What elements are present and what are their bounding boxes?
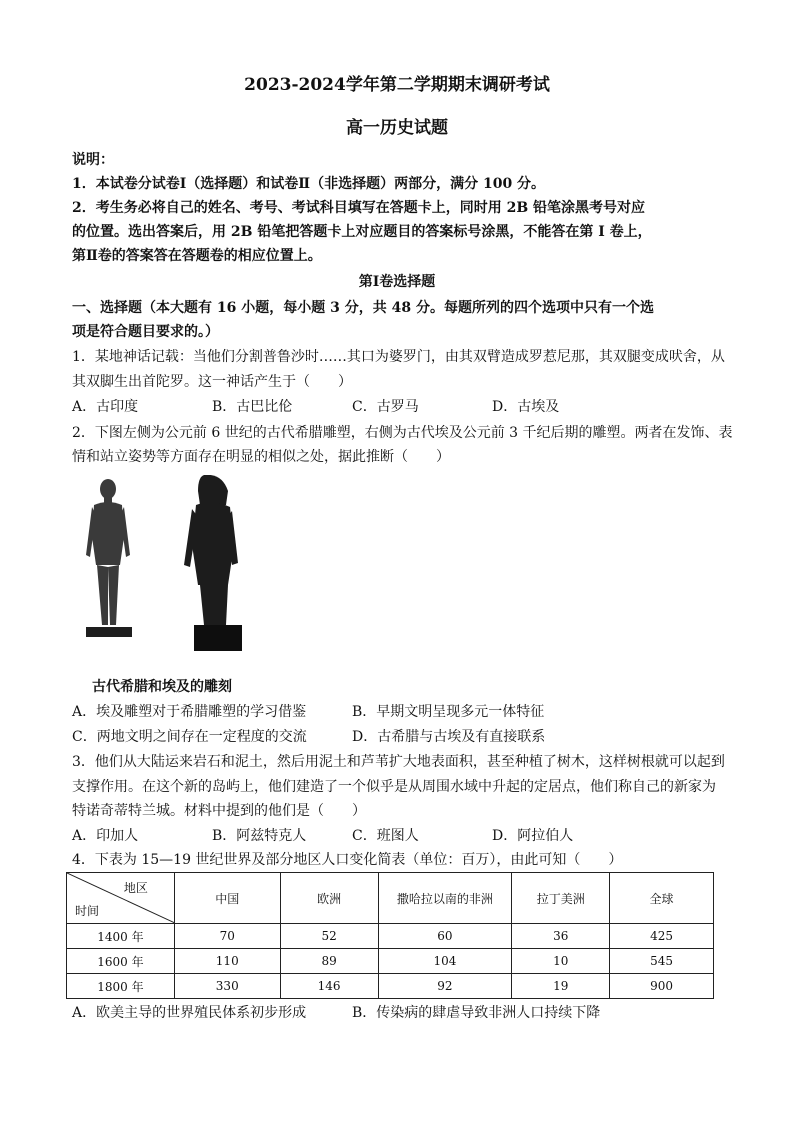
q1-stem-b: 其双脚生出首陀罗。这一神话产生于（ ） — [72, 374, 352, 390]
q2-option-b[interactable]: B．早期文明呈现多元一体特征 — [352, 704, 545, 720]
instruction-line-2b: 的位置。选出答案后，用 2B 铅笔把答题卡上对应题目的答案标号涂黑，不能答在第 Ⅰ 卷上， — [72, 224, 652, 240]
table-row — [67, 974, 714, 999]
table-corner-cell — [67, 873, 175, 924]
instruction-line-2a: 2．考生务必将自己的姓名、考号、考试科目填写在答题卡上，同时用 2B 铅笔涂黑考号对应 — [72, 200, 646, 216]
table-cell: 60 — [378, 924, 512, 949]
instruction-line-1: 1．本试卷分试卷Ⅰ（选择题）和试卷Ⅱ（非选择题）两部分，满分 100 分。 — [72, 176, 546, 192]
row-year: 1600 年 — [67, 949, 175, 974]
sculptures-image — [72, 475, 262, 660]
row-year: 1400 年 — [67, 924, 175, 949]
q2-stem-b: 情和站立姿势等方面存在明显的相似之处，据此推断（ ） — [72, 449, 450, 465]
column-header: 中国 — [174, 873, 280, 924]
q3-option-b[interactable]: B．阿兹特克人 — [212, 828, 307, 844]
q3-stem-c: 特诺奇蒂特兰城。材料中提到的他们是（ ） — [72, 803, 366, 819]
column-header: 拉丁美洲 — [512, 873, 610, 924]
table-cell: 900 — [610, 974, 714, 999]
q4-stem: 4．下表为 15—19 世纪世界及部分地区人口变化简表（单位：百万），由此可知（ ） — [72, 852, 623, 868]
figure-caption: 古代希腊和埃及的雕刻 — [92, 679, 232, 695]
table-cell: 52 — [280, 924, 378, 949]
instructions-heading: 说明： — [72, 152, 114, 168]
table-cell: 146 — [280, 974, 378, 999]
q3-option-c[interactable]: C．班图人 — [352, 828, 419, 844]
row-year: 1800 年 — [67, 974, 175, 999]
table-cell: 10 — [512, 949, 610, 974]
q4-option-b[interactable]: B．传染病的肆虐导致非洲人口持续下降 — [352, 1005, 601, 1021]
table-cell: 545 — [610, 949, 714, 974]
column-header: 撒哈拉以南的非洲 — [378, 873, 512, 924]
q1-option-c[interactable]: C．古罗马 — [352, 399, 419, 415]
q2-option-d[interactable]: D．古希腊与古埃及有直接联系 — [352, 729, 546, 745]
instruction-line-2c: 第Ⅱ卷的答案答在答题卷的相应位置上。 — [72, 248, 322, 264]
corner-time-label: 时间 — [75, 904, 100, 918]
column-header: 欧洲 — [280, 873, 378, 924]
q4-option-a[interactable]: A．欧美主导的世界殖民体系初步形成 — [72, 1005, 307, 1021]
q1-option-d[interactable]: D．古埃及 — [492, 399, 560, 415]
subject-title: 高一历史试题 — [346, 118, 448, 138]
table-row — [67, 924, 714, 949]
q2-option-a[interactable]: A．埃及雕塑对于希腊雕塑的学习借鉴 — [72, 704, 307, 720]
q1-stem-a: 1．某地神话记载：当他们分割普鲁沙时……其口为婆罗门，由其双臂造成罗惹尼那，其双腿变成吠舍，从 — [72, 349, 725, 365]
egyptian-sculpture — [184, 475, 242, 651]
q3-stem-a: 3．他们从大陆运来岩石和泥土，然后用泥土和芦苇扩大地表面积，甚至种植了树木，这样树根就可以起到 — [72, 754, 725, 770]
q3-option-a[interactable]: A．印加人 — [72, 828, 139, 844]
q2-stem-a: 2．下图左侧为公元前 6 世纪的古代希腊雕塑，右侧为古代埃及公元前 3 千纪后期的雕塑。两者在发饰、表 — [72, 425, 733, 441]
table-cell: 89 — [280, 949, 378, 974]
exam-title: 2023-2024学年第二学期期末调研考试 — [244, 75, 550, 95]
sculpture-figure — [72, 475, 262, 660]
q1-option-b[interactable]: B．古巴比伦 — [212, 399, 293, 415]
section-intro-a: 一、选择题（本大题有 16 小题，每小题 3 分，共 48 分。每题所列的四个选项中只有一个选 — [72, 300, 654, 316]
section-intro-b: 项是符合题目要求的。） — [72, 324, 219, 340]
q2-option-c[interactable]: C．两地文明之间存在一定程度的交流 — [72, 729, 307, 745]
table-cell: 104 — [378, 949, 512, 974]
table-row — [67, 949, 714, 974]
table-cell: 36 — [512, 924, 610, 949]
table-cell: 70 — [174, 924, 280, 949]
table-cell: 110 — [174, 949, 280, 974]
greek-sculpture — [86, 479, 132, 637]
table-cell: 92 — [378, 974, 512, 999]
q1-option-a[interactable]: A．古印度 — [72, 399, 139, 415]
table-cell: 19 — [512, 974, 610, 999]
q3-option-d[interactable]: D．阿拉伯人 — [492, 828, 574, 844]
table-header-row — [67, 873, 714, 924]
table-cell: 425 — [610, 924, 714, 949]
population-table — [66, 872, 714, 999]
table-cell: 330 — [174, 974, 280, 999]
q3-stem-b: 支撑作用。在这个新的岛屿上，他们建造了一个似乎是从周围水域中升起的定居点，他们称自己的新家为 — [72, 779, 716, 795]
corner-region-label: 地区 — [123, 881, 148, 895]
column-header: 全球 — [610, 873, 714, 924]
section-title: 第Ⅰ卷选择题 — [358, 274, 436, 290]
